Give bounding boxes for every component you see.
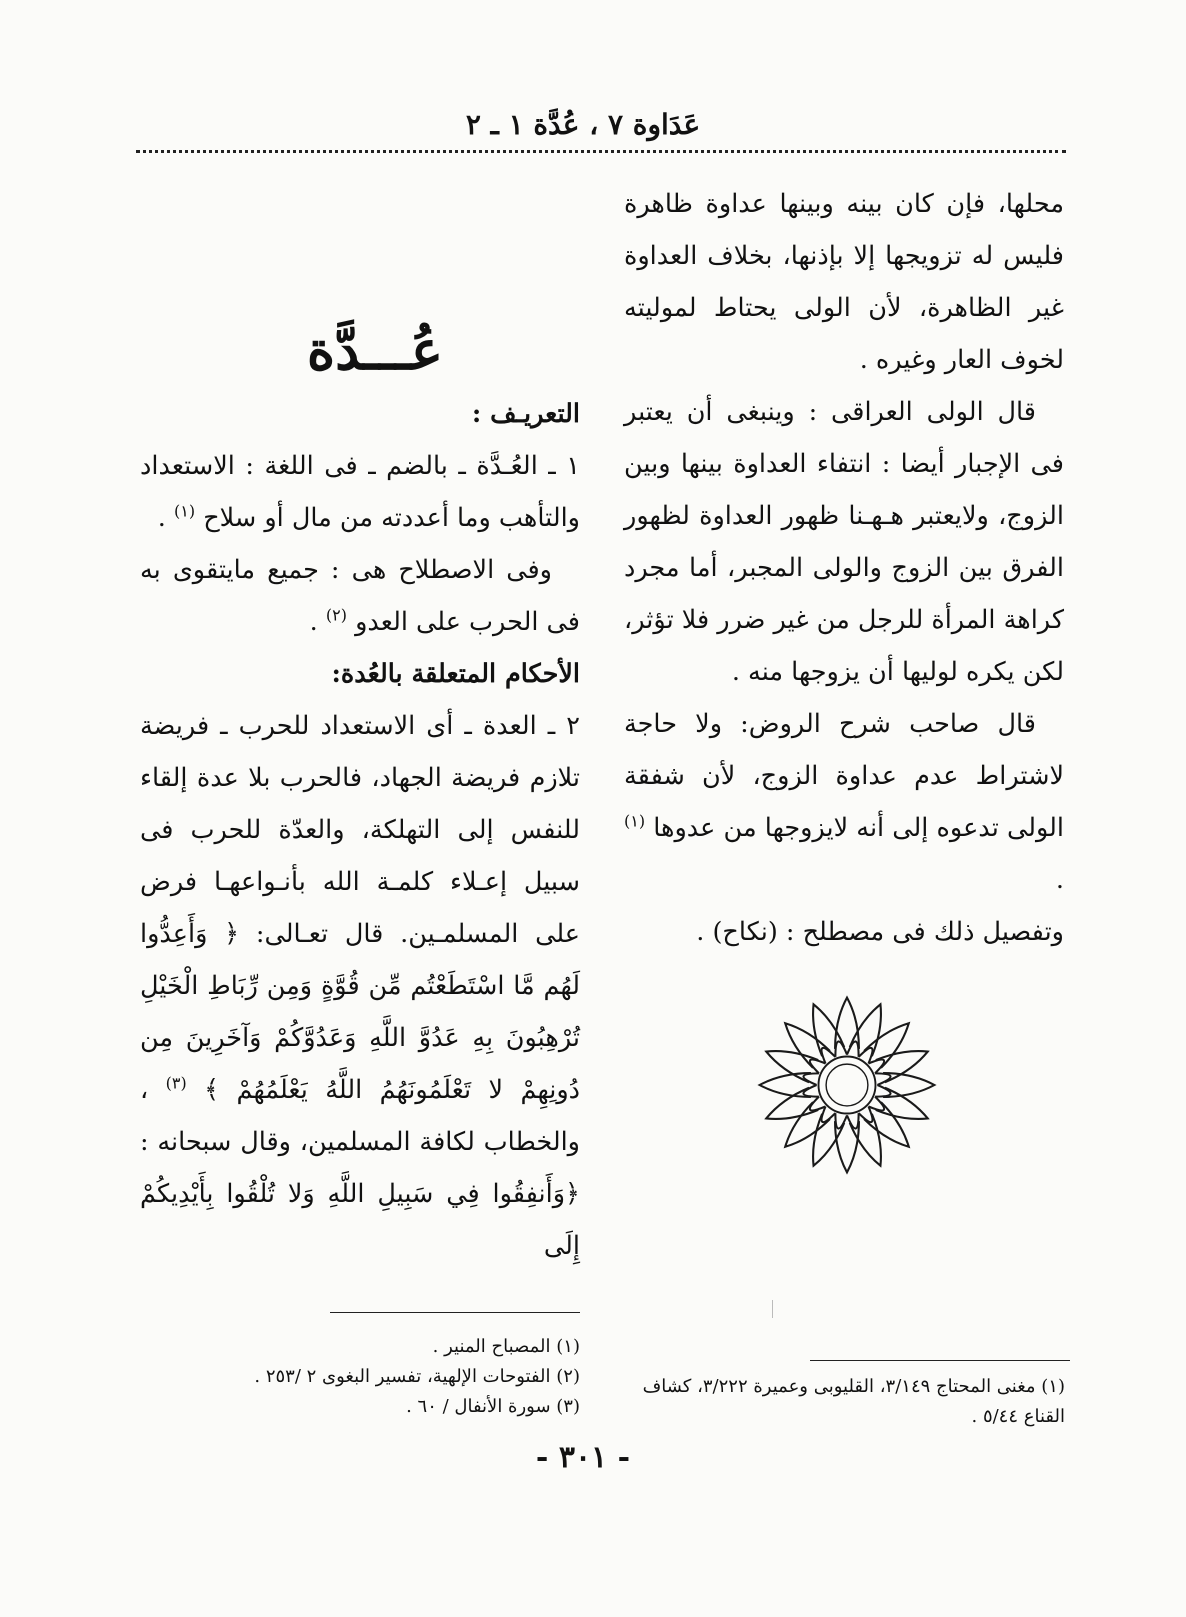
page-number: - ٣٠١ -	[535, 1440, 631, 1475]
right-paragraph-3	[624, 698, 1064, 906]
section-1b-end: .	[309, 607, 318, 637]
header-dotted-rule	[136, 150, 1066, 153]
right-paragraph-3-text: قال صاحب شرح الروض: ولا حاجة لاشتراط عدم عداوة الزوج، لأن شفقة الولى تدعوه إلى أنه لايزوجها من عدوها	[624, 709, 1065, 843]
left-column	[140, 388, 580, 1272]
right-paragraph-4: وتفصيل ذلك فى مصطلح : (نكاح) .	[696, 917, 1064, 947]
rosette-arc	[847, 1041, 859, 1056]
rosette-arc	[810, 1097, 826, 1111]
right-paragraph-3-end: .	[1055, 865, 1064, 895]
running-header: عَدَاوة ٧ ، عُدَّة ١ ـ ٢	[465, 108, 701, 141]
footnote-ref: (١)	[174, 501, 196, 521]
section-1-paragraph	[140, 440, 580, 544]
definition-heading: التعريـف :	[471, 399, 580, 429]
rosette-arc	[803, 1073, 818, 1085]
footnote-right-1: (١) مغنى المحتاج ٣/١٤٩، القليوبى وعميرة ٣/٢٢٢، كشاف القناع ٥/٤٤ .	[642, 1376, 1065, 1427]
section-2-paragraph	[140, 700, 580, 1272]
rulings-heading: الأحكام المتعلقة بالعُدة:	[331, 659, 580, 689]
section-1b-text: وفى الاصطلاح هى : جميع مايتقوى به فى الحرب على العدو	[140, 555, 580, 637]
footnotes-left	[140, 1332, 580, 1422]
right-column	[624, 178, 1064, 958]
rosette-petal	[785, 1023, 830, 1068]
rosette-arc	[835, 1041, 847, 1056]
right-paragraph-1: محلها، فإن كان بينه وبينها عداوة ظاهرة فليس له تزويجها إلا بإذنها، بخلاف العداوة غير الظاهرة، لأن الولى يحتاط لموليته لخوف العار وغيره .	[624, 189, 1064, 375]
scan-mark	[772, 1300, 773, 1318]
footnotes-right	[620, 1372, 1065, 1432]
section-1b-paragraph	[140, 544, 580, 648]
entry-title: عُـــدَّة	[306, 318, 444, 382]
footnote-left-2: (٢) الفتوحات الإلهية، تفسير البغوى ٢ /٢٥٣ .	[254, 1366, 580, 1387]
footnote-rule-right	[810, 1360, 1070, 1361]
right-paragraph-2: قال الولى العراقى : وينبغى أن يعتبر فى الإجبار أيضا : انتفاء العداوة بينها وبين الزوج، ولايعتبر هـهـنا ظهور العداوة لظهور الفرق بين الزوج والولى المجبر، أما مجرد كراهة المرأة للرجل من غير ضرر فلا تؤثر، لكن يكره لوليها أن يزوجها منه .	[624, 397, 1064, 687]
rosette-arc	[847, 1113, 859, 1128]
rosette-arc	[822, 1048, 836, 1064]
footnote-left-1: (١) المصباح المنير .	[432, 1336, 580, 1357]
section-2-text: ٢ ـ العدة ـ أى الاستعداد للحرب ـ فريضة تلازم فريضة الجهاد، فالحرب بلا عدة إلقاء للنفس إلى التهلكة، والعدّة للحرب فى سبيل إعـلاء كلمـة الله بأنـواعهـا فرض على المسلمـين. قال تعـالى: ﴿ وَأَعِدُّوا لَهُم مَّا اسْتَطَعْتُم مِّن قُوَّةٍ وَمِن رِّبَاطِ الْخَيْلِ تُرْهِبُونَ بِهِ عَدُوَّ اللَّهِ وَعَدُوَّكُمْ وَآخَرِينَ مِن دُونِهِمْ لا تَعْلَمُونَهُمُ اللَّهُ يَعْلَمُهُمْ ﴾	[140, 711, 580, 1105]
section-1-end: .	[157, 503, 166, 533]
footnote-ref: (٢)	[325, 605, 347, 625]
rosette-petal	[785, 1102, 830, 1147]
footnote-ref: (١)	[624, 811, 646, 831]
star-rosette-icon	[752, 990, 942, 1180]
section-2-end: ، والخطاب لكافة المسلمين، وقال سبحانه : ﴿وَأَنفِقُوا فِي سَبِيلِ اللَّهِ وَلا تُلْقُوا بِأَيْدِيكُمْ إِلَى	[140, 1075, 580, 1261]
rosette-arc	[859, 1106, 873, 1122]
rosette-arc	[875, 1073, 890, 1085]
rosette-petal	[864, 1023, 909, 1068]
footnote-left-3: (٣) سورة الأنفال / ٦٠ .	[406, 1396, 580, 1417]
rosette-arc	[803, 1085, 818, 1097]
rosette-arc	[835, 1113, 847, 1128]
rosette-arc	[875, 1085, 890, 1097]
footnote-ref: (٣)	[165, 1073, 187, 1093]
section-1-text: ١ ـ العُـدَّة ـ بالضم ـ فى اللغة : الاستعداد والتأهب وما أعددته من مال أو سلاح	[140, 451, 580, 533]
rosette-arc	[868, 1060, 884, 1074]
footnote-rule-left	[330, 1312, 580, 1313]
rosette-petal	[864, 1102, 909, 1147]
